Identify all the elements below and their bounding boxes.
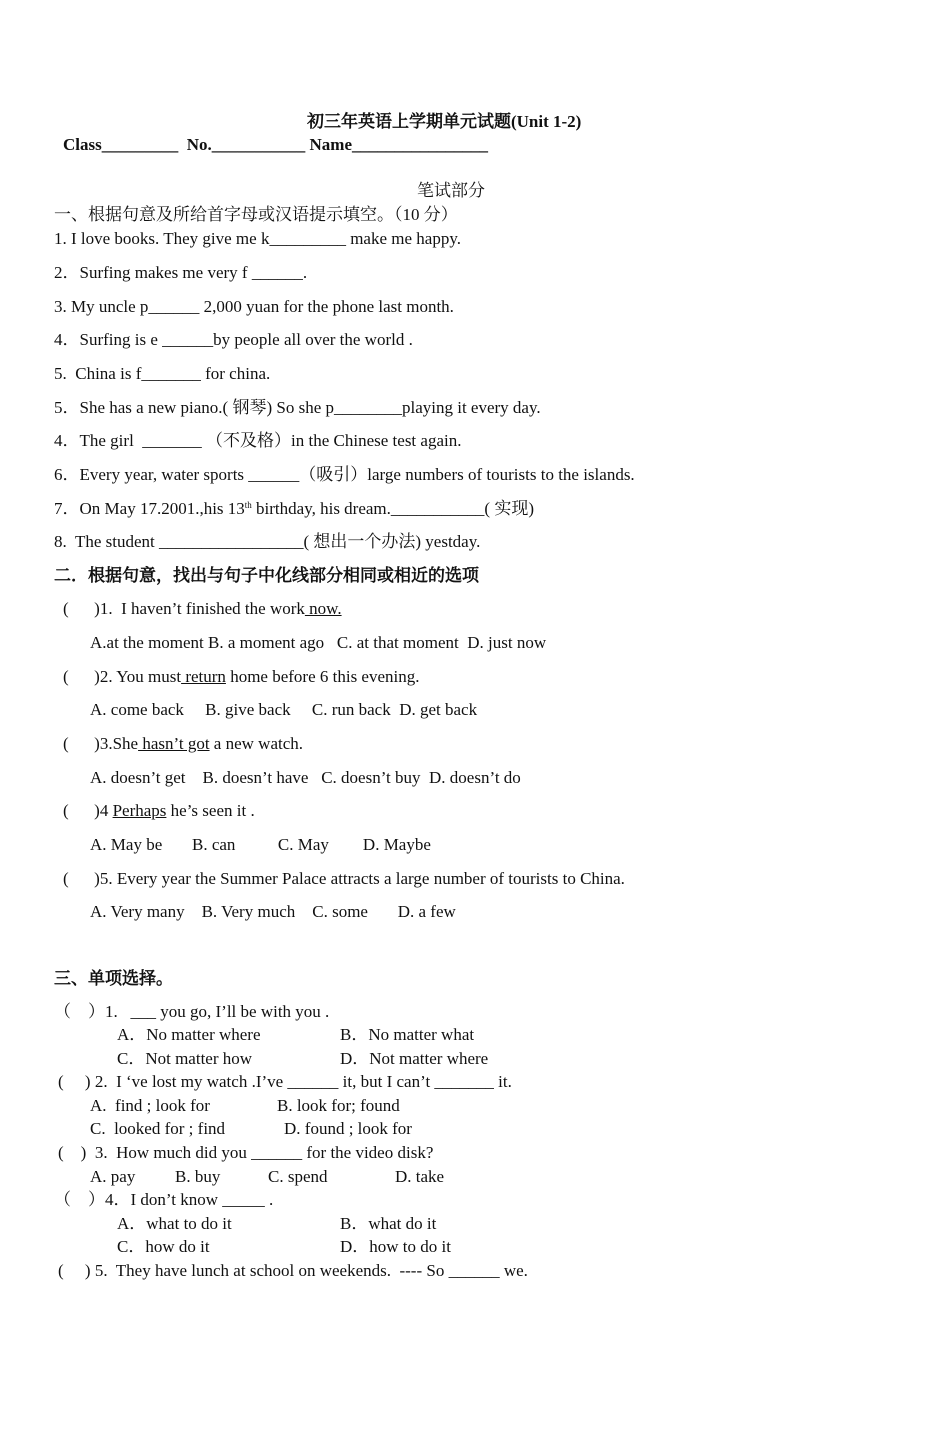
s3-q4: （ ）4．I don’t know _____ .: [54, 1190, 274, 1209]
s1-item-9: [54, 499, 534, 519]
s2-q1-underlined: now.: [304, 599, 342, 618]
section2-heading: 二．根据句意，找出与句子中化线部分相同或相近的选项: [54, 566, 479, 585]
s2-q1-options: A.at the moment B. a moment ago C. at that moment D. just now: [90, 633, 547, 652]
s3-q3-option-a: A. pay: [90, 1167, 136, 1186]
s1-item-1: 1. I love books. They give me k_________ make me happy.: [54, 229, 461, 248]
s1-item-7: 4．The girl _______ （不及格）in the Chinese test again.: [54, 431, 462, 450]
s3-q2-option-d: D. found ; look for: [284, 1119, 412, 1138]
s2-q4: [63, 801, 255, 821]
s3-q1-option-d: D．Not matter where: [340, 1049, 489, 1068]
s1-item-3: 3. My uncle p______ 2,000 yuan for the phone last month.: [54, 297, 454, 316]
s2-q5-options: A. Very many B. Very much C. some D. a few: [90, 902, 456, 921]
s2-q2: [63, 667, 420, 687]
s1-item-9-post: birthday, his dream.___________( 实现): [251, 499, 534, 518]
s3-q2: ( ) 2. I ‘ve lost my watch .I’ve ______ it, but I can’t _______ it.: [58, 1072, 512, 1091]
s3-q3-option-b: B. buy: [175, 1167, 221, 1186]
s1-item-2: 2．Surfing makes me very f ______.: [54, 263, 308, 282]
s3-q3: ( ) 3. How much did you ______ for the video disk?: [58, 1143, 434, 1162]
s3-q1-option-a: A．No matter where: [117, 1025, 261, 1044]
s2-q2-options: A. come back B. give back C. run back D. get back: [90, 700, 478, 719]
s3-q1-option-b: B．No matter what: [340, 1025, 475, 1044]
s2-q1: [63, 599, 342, 619]
s2-q4-text: ( )4: [63, 801, 113, 820]
s2-q5: ( )5. Every year the Summer Palace attracts a large number of tourists to China.: [63, 869, 625, 888]
s1-item-9-pre: 7．On May 17.2001.,his 13: [54, 499, 245, 518]
s3-q2-option-a: A. find ; look for: [90, 1096, 210, 1115]
s1-item-8: 6．Every year, water sports ______（吸引）large numbers of tourists to the islands.: [54, 465, 635, 484]
s2-q2-text: ( )2. You must: [63, 667, 182, 686]
s2-q2-underlined: return: [181, 667, 226, 686]
s1-item-9-sup: th: [244, 500, 252, 510]
s2-q3: [63, 734, 303, 754]
s1-item-6: 5．She has a new piano.( 钢琴) So she p________playing it every day.: [54, 398, 541, 417]
page-title: 初三年英语上学期单元试题(Unit 1-2): [307, 112, 582, 131]
s1-item-10: 8. The student _________________( 想出一个办法) yestday.: [54, 532, 481, 551]
s2-q4-rest: he’s seen it .: [166, 801, 255, 820]
s1-item-4: 4．Surfing is e ______by people all over the world .: [54, 330, 413, 349]
s2-q3-rest: a new watch.: [209, 734, 304, 753]
s3-q2-option-c: C. looked for ; find: [90, 1119, 226, 1138]
s2-q1-text: ( )1. I haven’t finished the work: [63, 599, 305, 618]
s3-q3-option-c: C. spend: [268, 1167, 328, 1186]
s3-q4-option-d: D．how to do it: [340, 1237, 451, 1256]
s3-q1-option-c: C．Not matter how: [117, 1049, 253, 1068]
s3-q5: ( ) 5. They have lunch at school on weekends. ---- So ______ we.: [58, 1261, 528, 1280]
s2-q3-text: ( )3.She: [63, 734, 139, 753]
s3-q1: （ ）1. ___ you go, I’ll be with you .: [54, 1002, 330, 1021]
s2-q2-rest: home before 6 this evening.: [225, 667, 420, 686]
s1-item-5: 5. China is f_______ for china.: [54, 364, 271, 383]
student-info-fields: Class_________ No.___________ Name________________: [63, 135, 488, 154]
s2-q4-options: A. May be B. can C. May D. Maybe: [90, 835, 431, 854]
section1-heading: 一、根据句意及所给首字母或汉语提示填空。（10 分）: [54, 205, 458, 224]
s2-q3-underlined: hasn’t got: [138, 734, 210, 753]
s2-q4-underlined: Perhaps: [112, 801, 167, 820]
s3-q4-option-c: C．how do it: [117, 1237, 210, 1256]
section-subtitle: 笔试部分: [417, 181, 485, 200]
s3-q4-option-b: B．what do it: [340, 1214, 437, 1233]
s2-q3-options: A. doesn’t get B. doesn’t have C. doesn’t buy D. doesn’t do: [90, 768, 521, 787]
s3-q2-option-b: B. look for; found: [277, 1096, 400, 1115]
section3-heading: 三、单项选择。: [54, 969, 173, 988]
s3-q4-option-a: A．what to do it: [117, 1214, 232, 1233]
s3-q3-option-d: D. take: [395, 1167, 445, 1186]
